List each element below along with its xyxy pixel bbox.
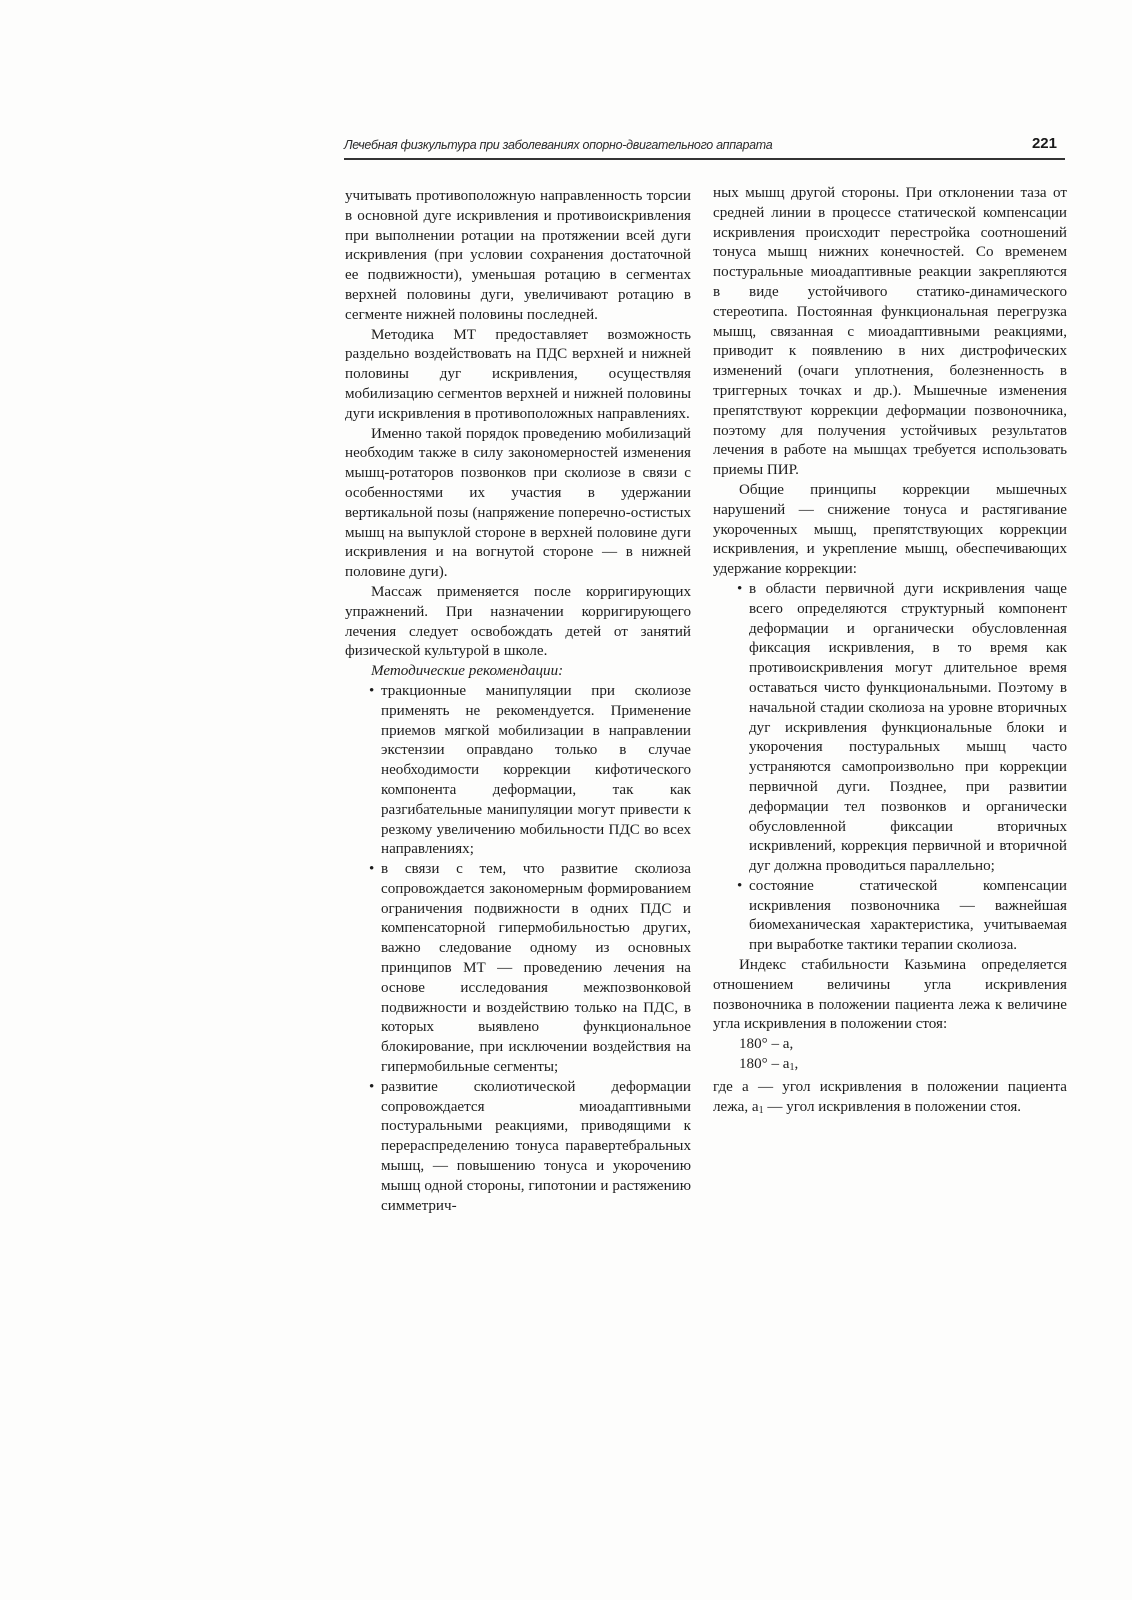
paragraph: ных мышц другой стороны. При отклонении таза от средней линии в процессе статической компенсации искривления происходит перестройка соотношений тонуса мышц нижних конечностей. Со временем постуральные миоадаптивные реакции закрепляются в виде устойчивого статико-динамического стереотипа. Постоянная функциональная перегрузка мышц, связанная с миоадаптивными реакциями, приводит к появлению в них дистрофических изменений (очаги уплотнения, болезненность в триггерных точках и др.). Мышечные изменения препятствуют коррекции деформации позвоночника, поэтому для получения устойчивых результатов лечения в работе на мышцах требуется использовать приемы ПИР. bbox=[713, 185, 1067, 479]
list-item-text: в области первичной дуги искривления чаще всего определяются структурный компонент деформации и органически обусловленная фиксация искривления, в то время как противоискривления могут длительное время оставаться чисто функциональными. Поэтому в начальной стадии сколиоза на уровне вторичных дуг искривления функциональные блоки и укорочения постуральных мышц часто устраняются самопроизвольно при коррекции первичной дуги. Позднее, при развитии деформации тел позвонков и органически обусловленной фиксации вторичных искривлений, коррекция первичной и вторичной дуг должна проводиться параллельно; bbox=[749, 580, 1067, 875]
list-item-text: в связи с тем, что развитие сколиоза сопровождается закономерным формированием ограничения подвижности в одних ПДС и компенсаторной гипермобильностью других, важно следование одному из основных принципов МТ — проведению лечения на основе исследования межпозвонковой подвижности и воздействию только на ПДС, в которых выявлено функциональное блокирование, при исключении воздействия на гипермобильные сегменты; bbox=[381, 861, 691, 1076]
bullet-mark: • bbox=[737, 877, 743, 894]
paragraph: Массаж применяется после корригирующих упражнений. При назначении корригирующего лечения следует освобождать детей от занятий физической культурой в школе. bbox=[345, 583, 691, 660]
subheading-methodical-recommendations: Методические рекомендации: bbox=[371, 663, 564, 680]
running-header bbox=[344, 133, 1065, 157]
subscript: 1 bbox=[789, 1062, 795, 1074]
bullet-mark: • bbox=[369, 861, 375, 878]
list-item bbox=[345, 1078, 691, 1217]
list-item-text: тракционные манипуляции при сколиозе применять не рекомендуется. Применение приемов мягкой мобилизации в направлении экстензии оправдано только в случае необходимости коррекции кифотического компонента деформации, так как разгибательные манипуляции могут привести к резкому увеличению мобильности ПДС во всех направлениях; bbox=[381, 682, 691, 858]
header-rule bbox=[344, 158, 1065, 160]
formula-line bbox=[713, 1055, 1067, 1078]
page-number: 221 bbox=[1031, 135, 1057, 152]
formula-line: 180° – a, bbox=[739, 1036, 794, 1053]
subscript: 1 bbox=[758, 1104, 764, 1116]
paragraph: Методика МТ предоставляет возможность раздельно воздействовать на ПДС верхней и нижней половины дуг искривления, осуществляя мобилизацию сегментов верхней и нижней половины дуги искривления в противоположных направлениях. bbox=[345, 326, 691, 422]
list-item bbox=[713, 580, 1067, 877]
paragraph bbox=[713, 1078, 1067, 1121]
right-column bbox=[713, 184, 1067, 1120]
bullet-list bbox=[713, 580, 1067, 956]
paragraph-text: где a — угол искривления в положении пациента лежа, a bbox=[713, 1078, 1067, 1115]
list-item bbox=[345, 682, 691, 860]
paragraph: Именно такой порядок проведению мобилизаций необходим также в силу закономерностей изменения мышц-ротаторов позвонков при сколиозе в связи с особенностями их участия в удержании вертикальной позы (напряжение поперечно-остистых мышц на выпуклой стороне в верхней половине дуги искривления и на вогнутой стороне — в нижней половине дуги). bbox=[345, 425, 691, 581]
left-column bbox=[345, 187, 691, 1216]
list-item bbox=[345, 860, 691, 1078]
bullet-mark: • bbox=[737, 580, 743, 597]
bullet-mark: • bbox=[369, 682, 375, 699]
formula-text: , bbox=[794, 1056, 799, 1073]
list-item bbox=[713, 877, 1067, 956]
list-item-text: состояние статической компенсации искривления позвоночника — важнейшая биомеханическая характеристика, учитываемая при выработке тактики терапии сколиоза. bbox=[749, 877, 1067, 954]
running-header-title: Лечебная физкультура при заболеваниях опорно-двигательного аппарата bbox=[344, 138, 773, 152]
paragraph-text: — угол искривления в положении стоя. bbox=[763, 1098, 1022, 1115]
paragraph: Индекс стабильности Казьмина определяется отношением величины угла искривления позвоночника в положении пациента лежа к величине угла искривления в положении стоя: bbox=[713, 957, 1067, 1033]
list-item-text: развитие сколиотической деформации сопровождается миоадаптивными постуральными реакциями, приводящими к перераспределению тонуса паравертебральных мышц, — повышению тонуса и укорочению мышц одной стороны, гипотонии и растяжению симметрич- bbox=[381, 1078, 691, 1214]
formula-text: 180° – a bbox=[739, 1056, 790, 1073]
paragraph: учитывать противоположную направленность торсии в основной дуге искривления и противоискривления при выполнении ротации на протяжении всей дуги искривления (при условии сохранения достаточной ее подвижности), уменьшая ротацию в сегментах верхней половины дуги, увеличивают ротацию в сегменте нижней половины последней. bbox=[345, 188, 691, 323]
bullet-list bbox=[345, 682, 691, 1217]
bullet-mark: • bbox=[369, 1078, 375, 1095]
paragraph: Общие принципы коррекции мышечных нарушений — снижение тонуса и растягивание укороченных мышц, препятствующих коррекции искривления, и укрепление мышц, обеспечивающих удержание коррекции: bbox=[713, 481, 1067, 578]
